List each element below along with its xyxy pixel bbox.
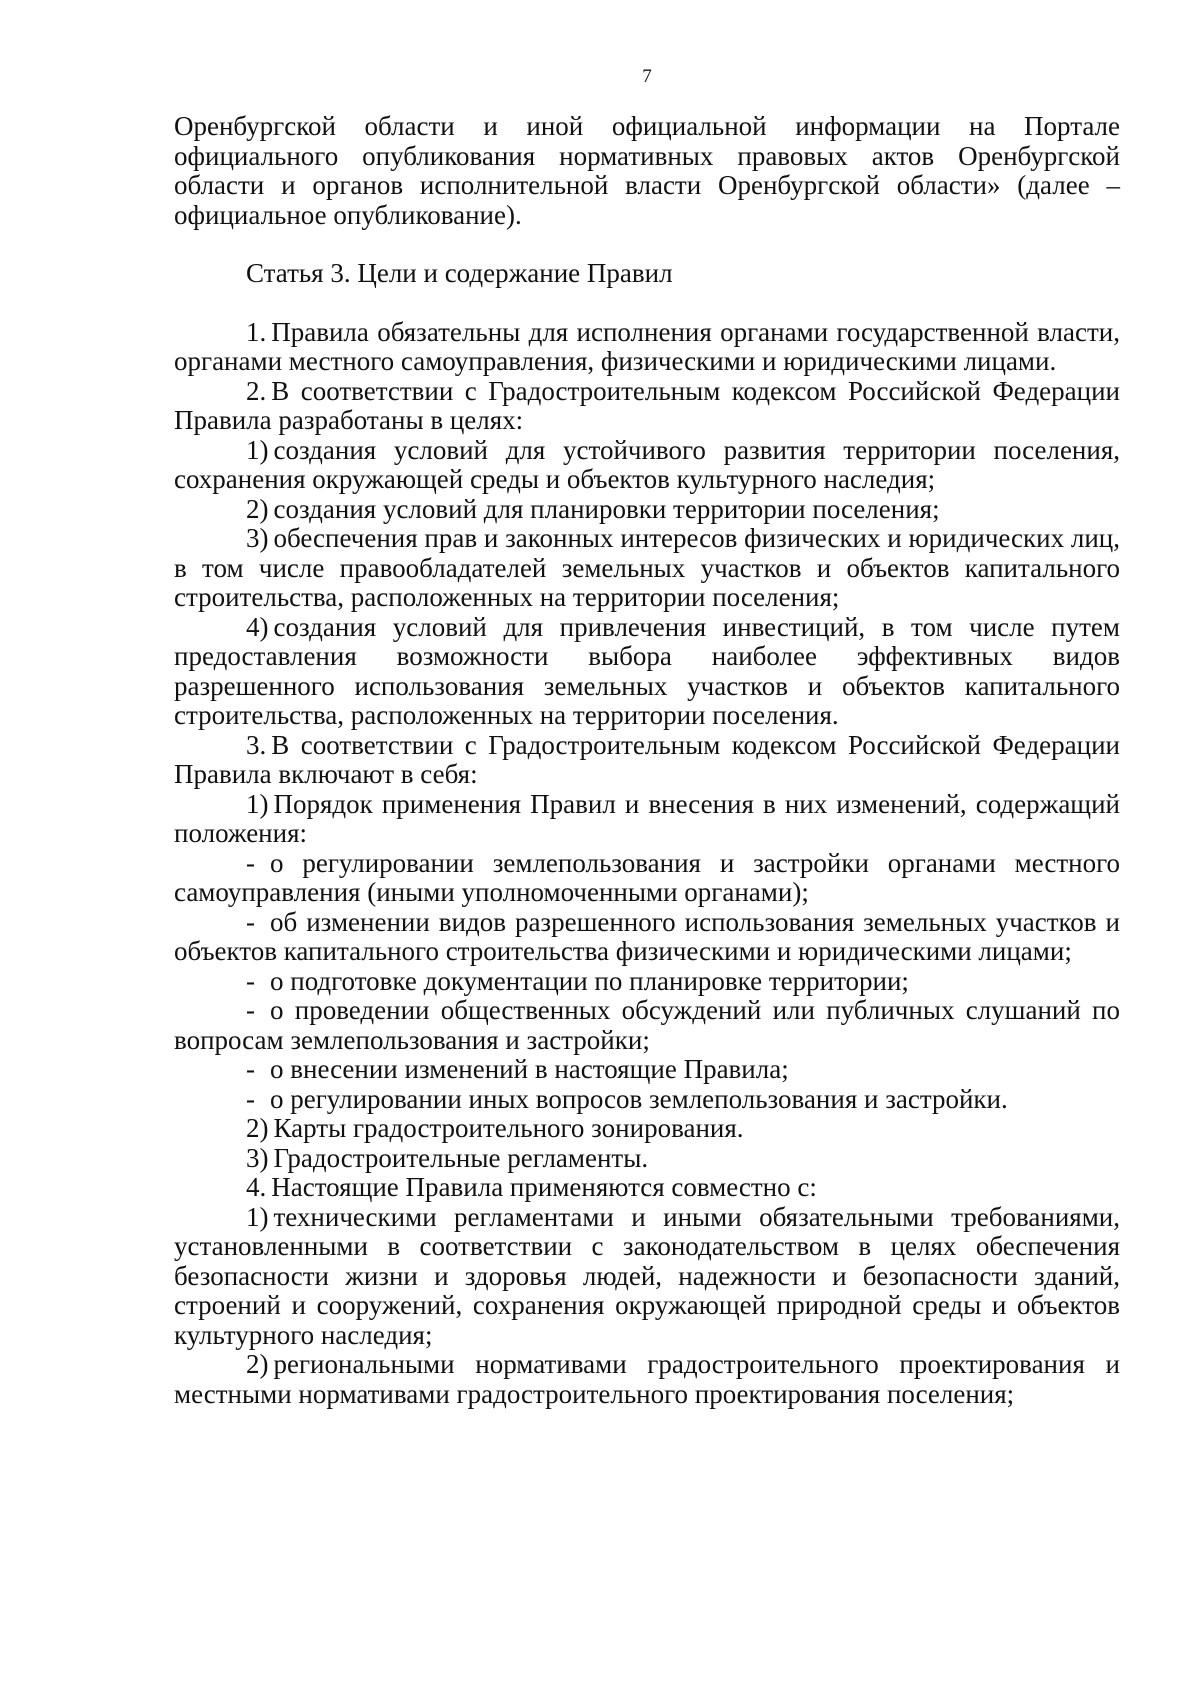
paragraph-continuation: Оренбургской области и иной официальной информации на Портале официального опубликования нормативных правовых актов Оренбургской области и органов исполнительной власти Оренбургской области» (далее – официальное опубликование). (174, 111, 1120, 230)
dash-marker: - (246, 847, 255, 878)
item-text: о регулировании иных вопросов землепользования и застройки. (270, 1083, 1008, 1114)
item-number: 3. (246, 729, 267, 760)
paragraph-item-2 (174, 377, 1120, 436)
subitem-2-2 (174, 495, 1120, 525)
subitem-3-2 (174, 1114, 1120, 1144)
item-number: 1. (246, 316, 267, 347)
dash-marker: - (246, 965, 255, 996)
item-text: Настоящие Правила применяются совместно с: (271, 1172, 817, 1202)
item-text: о подготовке документации по планировке территории; (270, 965, 909, 996)
item-text: В соответствии с Градостроительным кодексом Российской Федерации Правила включают в себя: (174, 729, 1120, 789)
paragraph-item-3 (174, 731, 1120, 790)
item-number: 2. (246, 375, 267, 406)
paragraph-item-1 (174, 318, 1120, 377)
item-number: 1) (246, 434, 269, 465)
dash-item (174, 908, 1120, 967)
paragraph-item-4 (174, 1173, 1120, 1203)
page-number: 7 (642, 66, 652, 87)
document-body (174, 112, 1120, 1409)
item-text: В соответствии с Градостроительным кодексом Российской Федерации Правила разработаны в целях: (174, 375, 1120, 435)
subitem-2-3 (174, 524, 1120, 613)
subitem-4-2 (174, 1350, 1120, 1409)
item-text: создания условий для планировки территории поселения; (273, 493, 940, 524)
dash-marker: - (246, 1054, 255, 1084)
item-text: техническими регламентами и иными обязательными требованиями, установленными в соответствии с законодательством в целях обеспечения безопасности жизни и здоровья людей, надежности и безопасности зданий, строений и сооружений, сохранения окружающей природной среды и объектов культурного наследия; (174, 1201, 1120, 1350)
document-page (174, 0, 1120, 1697)
dash-item (174, 1085, 1120, 1115)
item-text: Карты градостроительного зонирования. (273, 1113, 744, 1143)
item-text: создания условий для привлечения инвестиций, в том числе путем предоставления возможности выбора наиболее эффективных видов разрешенного использования земельных участков и объектов капитального строительства, расположенных на территории поселения. (174, 611, 1120, 730)
dash-item (174, 1055, 1120, 1085)
item-number: 2) (246, 1113, 269, 1143)
dash-marker: - (246, 995, 255, 1025)
dash-item (174, 849, 1120, 908)
item-number: 3) (246, 523, 269, 553)
item-text: о внесении изменений в настоящие Правила; (270, 1054, 789, 1084)
item-text: обеспечения прав и законных интересов физических и юридических лиц, в том числе правообладателей земельных участков и объектов капитального строительства, расположенных на территории поселения; (174, 523, 1120, 612)
item-number: 3) (246, 1142, 269, 1173)
dash-item (174, 996, 1120, 1055)
item-text: региональными нормативами градостроительного проектирования и местными нормативами градостроительного проектирования поселения; (174, 1349, 1120, 1409)
item-text: Порядок применения Правил и внесения в них изменений, содержащий положения: (174, 788, 1120, 848)
article-heading: Статья 3. Цели и содержание Правил (246, 258, 673, 288)
item-number: 1) (246, 788, 269, 819)
subitem-3-1 (174, 790, 1120, 849)
item-text: об изменении видов разрешенного использования земельных участков и объектов капитального строительства физическими и юридическими лицами; (174, 906, 1120, 966)
subitem-3-3 (174, 1144, 1120, 1174)
dash-marker: - (246, 1083, 255, 1114)
subitem-2-1 (174, 436, 1120, 495)
item-text: создания условий для устойчивого развития территории поселения, сохранения окружающей среды и объектов культурного наследия; (174, 434, 1120, 494)
item-number: 4. (246, 1172, 267, 1202)
subitem-4-1 (174, 1203, 1120, 1351)
item-text: Градостроительные регламенты. (273, 1142, 649, 1173)
item-text: о проведении общественных обсуждений или публичных слушаний по вопросам землепользования и застройки; (174, 995, 1120, 1055)
dash-item (174, 967, 1120, 997)
item-number: 2) (246, 1349, 269, 1379)
item-number: 1) (246, 1201, 269, 1232)
item-number: 4) (246, 611, 269, 642)
subitem-2-4 (174, 613, 1120, 731)
dash-marker: - (246, 906, 255, 937)
item-number: 2) (246, 493, 269, 524)
item-text: Правила обязательны для исполнения органами государственной власти, органами местного самоуправления, физическими и юридическими лицами. (174, 316, 1120, 376)
item-text: о регулировании землепользования и застройки органами местного самоуправления (иными уполномоченными органами); (174, 847, 1120, 907)
